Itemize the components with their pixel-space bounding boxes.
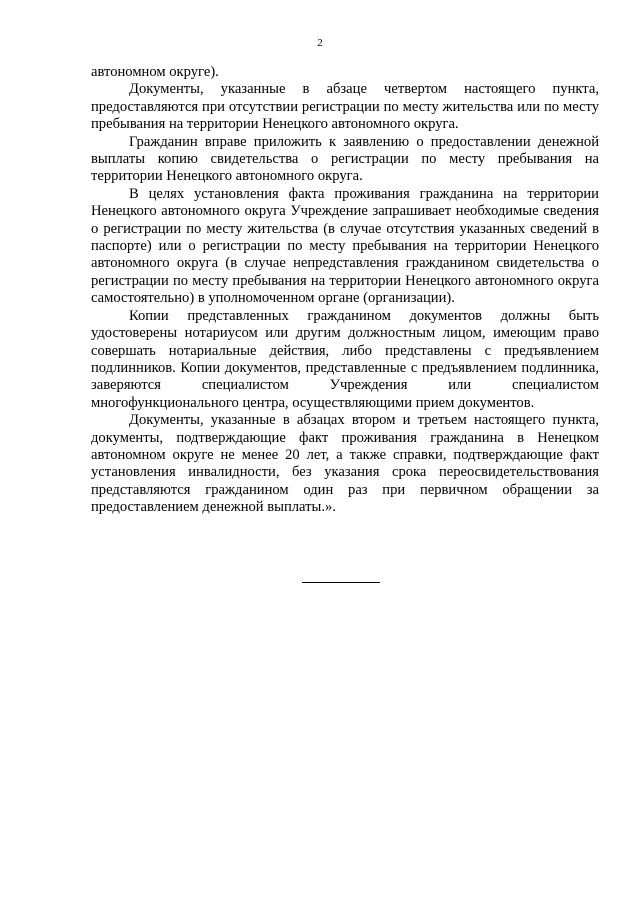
document-body [91,64,599,517]
paragraph-residence-fact: В целях установления факта проживания гражданина на территории Ненецкого автономного округа Учреждение запрашивает необходимые сведения о регистрации по месту жительства (в случае отсутствия указанных сведений в паспорте) или о регистрации по месту пребывания на территории Ненецкого автономного округа (в случае непредставления гражданином свидетельства о регистрации по месту пребывания на территории Ненецкого автономного округа самостоятельно) в уполномоченном органе (организации). [91,185,599,307]
paragraph-documents-once: Документы, указанные в абзацах втором и третьем настоящего пункта, документы, подтверждающие факт проживания гражданина в Ненецком автономном округе не менее 20 лет, а также справки, подтверждающие факт установления инвалидности, без указания срока переосвидетельствования представляются гражданином один раз при первичном обращении за предоставлением денежной выплаты.». [91,412,599,516]
page-number: 2 [317,37,323,49]
paragraph-citizen-right: Гражданин вправе приложить к заявлению о предоставлении денежной выплаты копию свидетельства о регистрации по месту пребывания на территории Ненецкого автономного округа. [91,133,599,185]
paragraph-documents-absence-registration: Документы, указанные в абзаце четвертом настоящего пункта, предоставляются при отсутствии регистрации по месту жительства или по месту пребывания на территории Ненецкого автономного округа. [91,81,599,133]
end-divider-line [302,582,380,583]
paragraph-copies-certification: Копии представленных гражданином документов должны быть удостоверены нотариусом или другим должностным лицом, имеющим право совершать нотариальные действия, либо представлены с предъявлением подлинников. Копии документов, представленные с предъявлением подлинника, заверяются специалистом Учреждения или специалистом многофункционального центра, осуществляющими прием документов. [91,307,599,411]
paragraph-continuation: автономном округе). [91,64,219,80]
